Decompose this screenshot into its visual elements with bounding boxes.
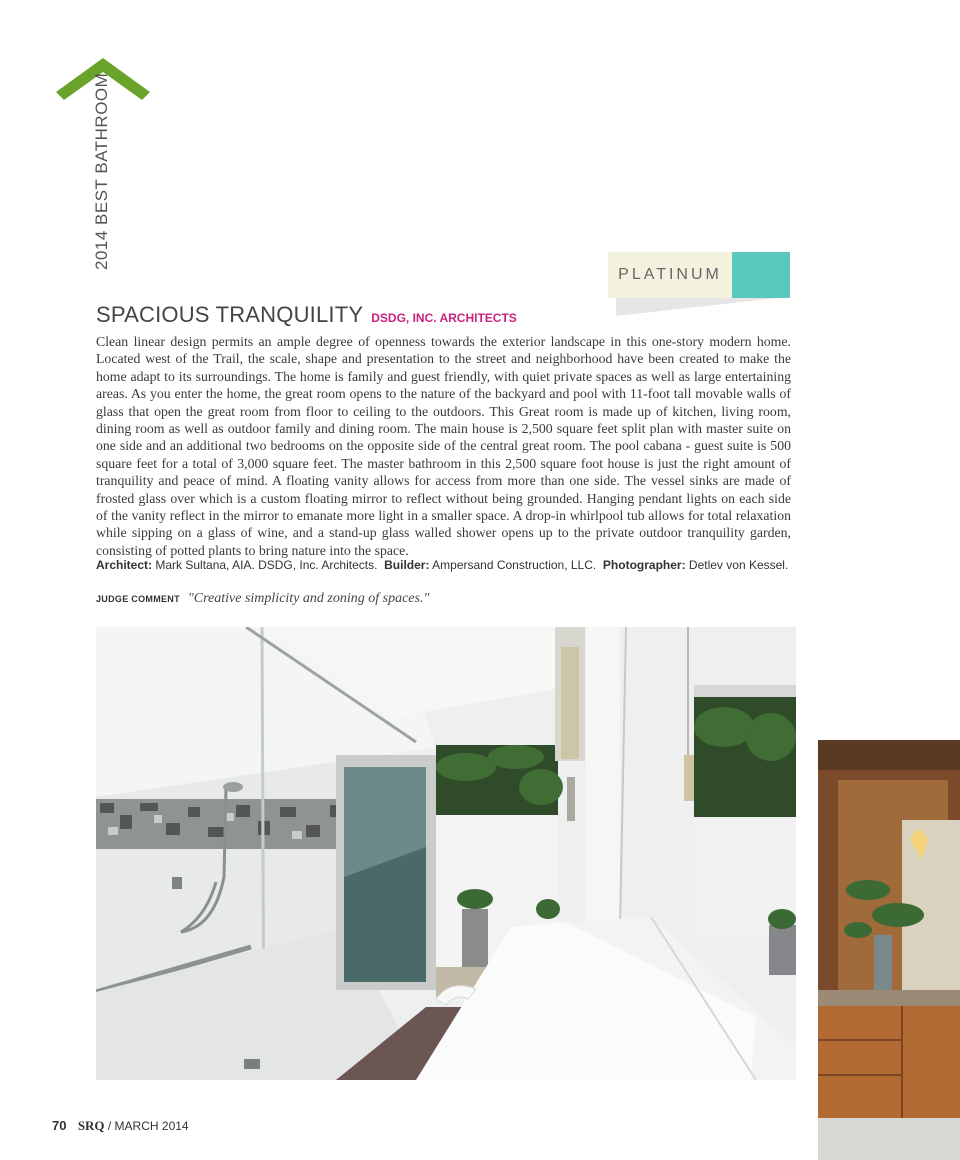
award-label: PLATINUM [618, 266, 722, 283]
architect-value: Mark Sultana, AIA. DSDG, Inc. Architects. [155, 558, 378, 572]
article-headline [96, 302, 517, 328]
section-label: 2014 BEST BATHROOM [92, 72, 111, 270]
magazine-issue: / MARCH 2014 [107, 1119, 189, 1133]
architect-label: Architect: [96, 558, 153, 572]
judge-comment-quote: "Creative simplicity and zoning of spaces." [187, 591, 430, 606]
magazine-name: SRQ [77, 1118, 105, 1133]
article-body: Clean linear design permits an ample degree of openness towards the exterior landscape in this one-story modern home. Located west of the Trail, the scale, shape and presentation to the street and neighborhood have been created to make the home adapt to its surroundings. The home is family and guest friendly, with quiet private spaces as well as large entertaining areas. As you enter the home, the great room opens to the nature of the backyard and pool with 11-foot tall movable walls of glass that open the great room from floor to ceiling to the outdoors. This Great room is made up of kitchen, living room, dining room as well as outdoor family and dining room. The main house is 2,500 square feet split plan with master suite on one side and an additional two bedrooms on the opposite side of the central great room. The pool cabana - guest suite is 500 square feet for a total of 3,000 square feet. The master bathroom in this 2,500 square foot house is just the right amount of tranquility and peace of mind. A floating vanity allows for access from more than one side. The vessel sinks are made of frosted glass over which is a custom floating mirror to reflect without being grounded. Hanging pendant lights on each side of the vanity reflect in the mirror to emanate more light in a smaller space. A drop-in whirlpool tub allows for total relaxation while sipping on a glass of wine, and a stand-up glass walled shower opens up to the private outdoor tranquility garden, consisting of potted plants to bring nature into the space. [96, 334, 791, 558]
article-firm: DSDG, INC. ARCHITECTS [371, 311, 517, 325]
photographer-label: Photographer: [602, 558, 686, 572]
bathroom-photo [96, 627, 796, 1080]
adjacent-bathroom-photo [818, 740, 960, 1160]
judge-comment [96, 589, 429, 607]
page-footer [52, 1118, 189, 1134]
judge-comment-label: JUDGE COMMENT [96, 594, 180, 604]
photographer-value: Detlev von Kessel. [688, 558, 789, 572]
article-credits [96, 558, 791, 572]
builder-value: Ampersand Construction, LLC. [432, 558, 597, 572]
page-number: 70 [52, 1118, 67, 1133]
award-badge [608, 252, 792, 318]
award-badge-box [608, 252, 732, 298]
builder-label: Builder: [384, 558, 430, 572]
article-title: SPACIOUS TRANQUILITY [96, 302, 364, 327]
award-badge-accent [732, 252, 790, 298]
